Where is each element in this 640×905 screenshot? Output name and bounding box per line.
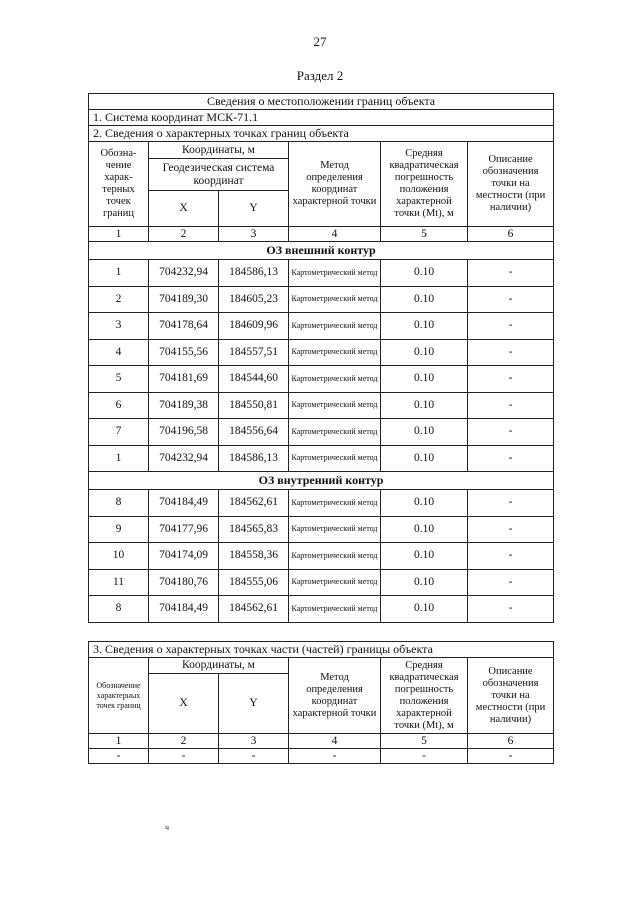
point-number: 1 (89, 445, 149, 472)
section3-column-numbers-row (89, 734, 554, 749)
coord-x: 704180,76 (149, 569, 219, 596)
table-row (89, 392, 554, 419)
coord-y: 184586,13 (219, 445, 289, 472)
accuracy-cell: 0.10 (381, 366, 468, 393)
coord-x: 704174,09 (149, 543, 219, 570)
coord-y: 184605,23 (219, 286, 289, 313)
header-x: X (149, 191, 219, 227)
description-cell: - (468, 445, 554, 472)
contour-title: ОЗ внутренний контур (89, 472, 554, 490)
accuracy-cell: 0.10 (381, 419, 468, 446)
col-number: 4 (289, 734, 381, 749)
coord-x: 704184,49 (149, 596, 219, 623)
method-cell: Картометрический метод (289, 366, 381, 393)
description-cell: - (468, 516, 554, 543)
point-number: 6 (89, 392, 149, 419)
coord-x: 704178,64 (149, 313, 219, 340)
accuracy-cell: 0.10 (381, 286, 468, 313)
section3-x: X (149, 674, 219, 734)
table-row (89, 543, 554, 570)
coord-y: 184557,51 (219, 339, 289, 366)
col-number: 3 (219, 734, 289, 749)
section3-empty-row (89, 749, 554, 764)
method-cell: Картометрический метод (289, 286, 381, 313)
coord-x: 704184,49 (149, 490, 219, 517)
point-number: 10 (89, 543, 149, 570)
table-row (89, 490, 554, 517)
description-cell: - (468, 490, 554, 517)
accuracy-cell: 0.10 (381, 313, 468, 340)
page-number: 27 (313, 34, 327, 49)
coord-y: 184586,13 (219, 260, 289, 287)
header-y: Y (219, 191, 289, 227)
empty-cell: - (381, 749, 468, 764)
description-cell: - (468, 392, 554, 419)
coord-x: 704189,38 (149, 392, 219, 419)
point-number: 5 (89, 366, 149, 393)
section3-accuracy: Средняя квадратическая погрешность положения характерной точки (Mt), м (381, 658, 468, 734)
table-row (89, 366, 554, 393)
col-number: 5 (381, 734, 468, 749)
header-description: Описание обозначения точки на местности (при наличии) (468, 142, 554, 227)
empty-cell: - (219, 749, 289, 764)
coord-x: 704189,30 (149, 286, 219, 313)
accuracy-cell: 0.10 (381, 490, 468, 517)
accuracy-cell: 0.10 (381, 339, 468, 366)
accuracy-cell: 0.10 (381, 392, 468, 419)
description-cell: - (468, 596, 554, 623)
col-number: 1 (89, 227, 149, 242)
stray-mark: ч (165, 823, 170, 832)
points-info-row: 2. Сведения о характерных точках границ объекта (89, 126, 554, 142)
coord-y: 184562,61 (219, 490, 289, 517)
table-row (89, 445, 554, 472)
section3-y: Y (219, 674, 289, 734)
boundary-table (88, 93, 554, 623)
description-cell: - (468, 419, 554, 446)
accuracy-cell: 0.10 (381, 596, 468, 623)
method-cell: Картометрический метод (289, 260, 381, 287)
section3-designation: Обозначение характерных точек границ (89, 658, 149, 734)
description-cell: - (468, 313, 554, 340)
point-number: 2 (89, 286, 149, 313)
method-cell: Картометрический метод (289, 596, 381, 623)
accuracy-cell: 0.10 (381, 543, 468, 570)
point-number: 8 (89, 490, 149, 517)
method-cell: Картометрический метод (289, 313, 381, 340)
accuracy-cell: 0.10 (381, 445, 468, 472)
section3-title: 3. Сведения о характерных точках части (частей) границы объекта (89, 642, 554, 658)
contour-title: ОЗ внешний контур (89, 242, 554, 260)
point-number: 7 (89, 419, 149, 446)
coord-x: 704232,94 (149, 445, 219, 472)
empty-cell: - (468, 749, 554, 764)
table-row (89, 260, 554, 287)
point-number: 4 (89, 339, 149, 366)
coord-y: 184556,64 (219, 419, 289, 446)
coord-y: 184550,81 (219, 392, 289, 419)
section3-description: Описание обозначения точки на местности (при наличии) (468, 658, 554, 734)
description-cell: - (468, 260, 554, 287)
description-cell: - (468, 543, 554, 570)
col-number: 1 (89, 734, 149, 749)
table-title: Сведения о местоположении границ объекта (89, 94, 554, 110)
point-number: 8 (89, 596, 149, 623)
accuracy-cell: 0.10 (381, 569, 468, 596)
header-method: Метод определения координат характерной точки (289, 142, 381, 227)
coord-x: 704181,69 (149, 366, 219, 393)
method-cell: Картометрический метод (289, 490, 381, 517)
coordinate-system-row: 1. Система координат МСК-71.1 (89, 110, 554, 126)
coord-y: 184562,61 (219, 596, 289, 623)
coord-y: 184609,96 (219, 313, 289, 340)
method-cell: Картометрический метод (289, 543, 381, 570)
table-row (89, 596, 554, 623)
section3-method: Метод определения координат характерной точки (289, 658, 381, 734)
point-number: 1 (89, 260, 149, 287)
table-row (89, 569, 554, 596)
header-coordinates: Координаты, м (149, 142, 289, 159)
description-cell: - (468, 286, 554, 313)
coord-y: 184555,06 (219, 569, 289, 596)
header-accuracy: Средняя квадратическая погрешность положения характерной точки (Mt), м (381, 142, 468, 227)
coord-x: 704232,94 (149, 260, 219, 287)
col-number: 5 (381, 227, 468, 242)
col-number: 6 (468, 734, 554, 749)
description-cell: - (468, 339, 554, 366)
col-number: 2 (149, 734, 219, 749)
coord-y: 184544,60 (219, 366, 289, 393)
point-number: 9 (89, 516, 149, 543)
contour-title-row (89, 472, 554, 490)
col-number: 3 (219, 227, 289, 242)
part-boundary-table (88, 641, 554, 764)
col-number: 6 (468, 227, 554, 242)
section-title: Раздел 2 (296, 68, 344, 83)
col-number: 2 (149, 227, 219, 242)
method-cell: Картометрический метод (289, 445, 381, 472)
method-cell: Картометрический метод (289, 419, 381, 446)
coord-x: 704177,96 (149, 516, 219, 543)
header-designation: Обозна-чение харак-терных точек границ (89, 142, 149, 227)
point-number: 3 (89, 313, 149, 340)
method-cell: Картометрический метод (289, 339, 381, 366)
empty-cell: - (149, 749, 219, 764)
table-row (89, 516, 554, 543)
accuracy-cell: 0.10 (381, 516, 468, 543)
table-row (89, 339, 554, 366)
table-row (89, 313, 554, 340)
point-number: 11 (89, 569, 149, 596)
contour-title-row (89, 242, 554, 260)
description-cell: - (468, 366, 554, 393)
header-geodetic: Геодезическая система координат (149, 159, 289, 191)
table-row (89, 419, 554, 446)
coord-y: 184558,36 (219, 543, 289, 570)
empty-cell: - (289, 749, 381, 764)
table-row (89, 286, 554, 313)
section3-coordinates: Координаты, м (149, 658, 289, 674)
accuracy-cell: 0.10 (381, 260, 468, 287)
method-cell: Картометрический метод (289, 516, 381, 543)
coord-x: 704196,58 (149, 419, 219, 446)
column-numbers-row (89, 227, 554, 242)
empty-cell: - (89, 749, 149, 764)
col-number: 4 (289, 227, 381, 242)
method-cell: Картометрический метод (289, 569, 381, 596)
coord-x: 704155,56 (149, 339, 219, 366)
coord-y: 184565,83 (219, 516, 289, 543)
method-cell: Картометрический метод (289, 392, 381, 419)
description-cell: - (468, 569, 554, 596)
